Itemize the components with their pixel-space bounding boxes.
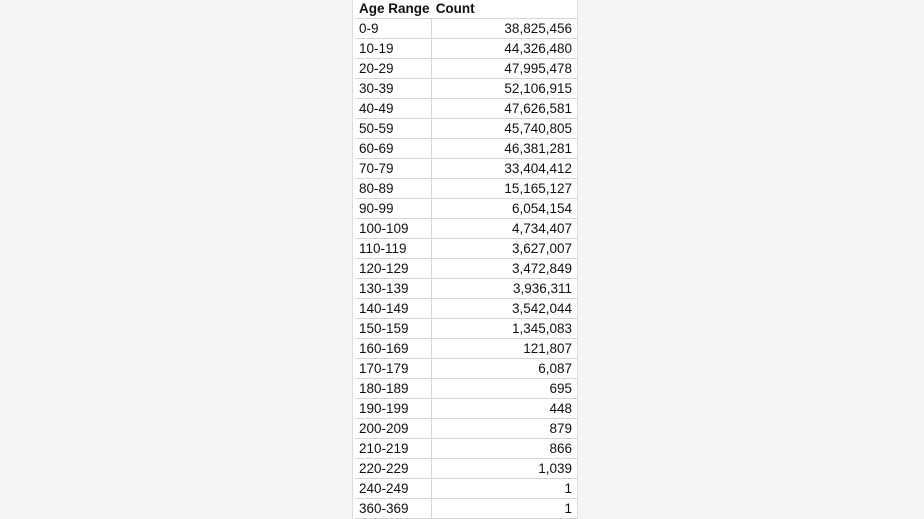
table-row <box>355 279 577 299</box>
count-cell[interactable]: 3,472,849 <box>432 259 577 279</box>
age-range-cell[interactable]: 160-169 <box>355 339 432 359</box>
table-row <box>355 79 577 99</box>
count-cell[interactable]: 47,626,581 <box>432 99 577 119</box>
count-cell[interactable]: 3,542,044 <box>432 299 577 319</box>
count-cell[interactable]: 38,825,456 <box>432 19 577 39</box>
table-row <box>355 459 577 479</box>
header-count[interactable]: Count <box>432 0 577 19</box>
age-range-cell[interactable]: 50-59 <box>355 119 432 139</box>
table-row <box>355 19 577 39</box>
count-cell[interactable]: 1,345,083 <box>432 319 577 339</box>
age-range-cell[interactable]: 20-29 <box>355 59 432 79</box>
table-row <box>355 359 577 379</box>
age-range-cell[interactable]: 150-159 <box>355 319 432 339</box>
table-body <box>355 19 577 519</box>
table-row <box>355 399 577 419</box>
table-row <box>355 119 577 139</box>
age-range-cell[interactable]: 110-119 <box>355 239 432 259</box>
age-range-cell[interactable]: 220-229 <box>355 459 432 479</box>
table-row <box>355 299 577 319</box>
count-cell[interactable]: 44,326,480 <box>432 39 577 59</box>
age-range-cell[interactable]: 240-249 <box>355 479 432 499</box>
age-range-cell[interactable]: 190-199 <box>355 399 432 419</box>
table-row <box>355 179 577 199</box>
table-row <box>355 499 577 519</box>
age-range-cell[interactable]: 90-99 <box>355 199 432 219</box>
count-cell[interactable]: 15,165,127 <box>432 179 577 199</box>
age-range-cell[interactable]: 140-149 <box>355 299 432 319</box>
count-cell[interactable]: 6,087 <box>432 359 577 379</box>
count-cell[interactable]: 52,106,915 <box>432 79 577 99</box>
age-range-cell[interactable]: 40-49 <box>355 99 432 119</box>
table-row <box>355 419 577 439</box>
count-cell[interactable]: 3,936,311 <box>432 279 577 299</box>
age-range-cell[interactable]: 200-209 <box>355 419 432 439</box>
count-cell[interactable]: 6,054,154 <box>432 199 577 219</box>
count-cell[interactable]: 1 <box>432 479 577 499</box>
table-row <box>355 59 577 79</box>
table-row <box>355 479 577 499</box>
table-row <box>355 319 577 339</box>
count-cell[interactable]: 33,404,412 <box>432 159 577 179</box>
count-cell[interactable]: 121,807 <box>432 339 577 359</box>
age-range-cell[interactable]: 120-129 <box>355 259 432 279</box>
count-cell[interactable]: 45,740,805 <box>432 119 577 139</box>
count-cell[interactable]: 448 <box>432 399 577 419</box>
age-range-cell[interactable]: 10-19 <box>355 39 432 59</box>
age-range-cell[interactable]: 70-79 <box>355 159 432 179</box>
age-range-cell[interactable]: 0-9 <box>355 19 432 39</box>
age-range-cell[interactable]: 180-189 <box>355 379 432 399</box>
age-range-cell[interactable]: 100-109 <box>355 219 432 239</box>
age-range-cell[interactable]: 60-69 <box>355 139 432 159</box>
table-row <box>355 139 577 159</box>
table-row <box>355 239 577 259</box>
count-cell[interactable]: 1,039 <box>432 459 577 479</box>
age-range-cell[interactable]: 80-89 <box>355 179 432 199</box>
count-cell[interactable]: 1 <box>432 499 577 519</box>
table-row <box>355 39 577 59</box>
table-row <box>355 199 577 219</box>
table-row <box>355 339 577 359</box>
table-row <box>355 99 577 119</box>
count-cell[interactable]: 46,381,281 <box>432 139 577 159</box>
count-cell[interactable]: 4,734,407 <box>432 219 577 239</box>
table-row <box>355 159 577 179</box>
age-range-cell[interactable]: 210-219 <box>355 439 432 459</box>
age-range-cell[interactable]: 130-139 <box>355 279 432 299</box>
header-age-range[interactable]: Age Range <box>355 0 432 19</box>
header-row <box>355 0 577 19</box>
table-row <box>355 259 577 279</box>
count-cell[interactable]: 47,995,478 <box>432 59 577 79</box>
table-row <box>355 219 577 239</box>
table-row <box>355 379 577 399</box>
spreadsheet-area <box>352 0 578 519</box>
age-range-cell[interactable]: 170-179 <box>355 359 432 379</box>
table-row <box>355 439 577 459</box>
age-range-cell[interactable]: 30-39 <box>355 79 432 99</box>
age-range-cell[interactable]: 360-369 <box>355 499 432 519</box>
age-range-table <box>355 0 577 519</box>
count-cell[interactable]: 3,627,007 <box>432 239 577 259</box>
count-cell[interactable]: 866 <box>432 439 577 459</box>
count-cell[interactable]: 695 <box>432 379 577 399</box>
count-cell[interactable]: 879 <box>432 419 577 439</box>
